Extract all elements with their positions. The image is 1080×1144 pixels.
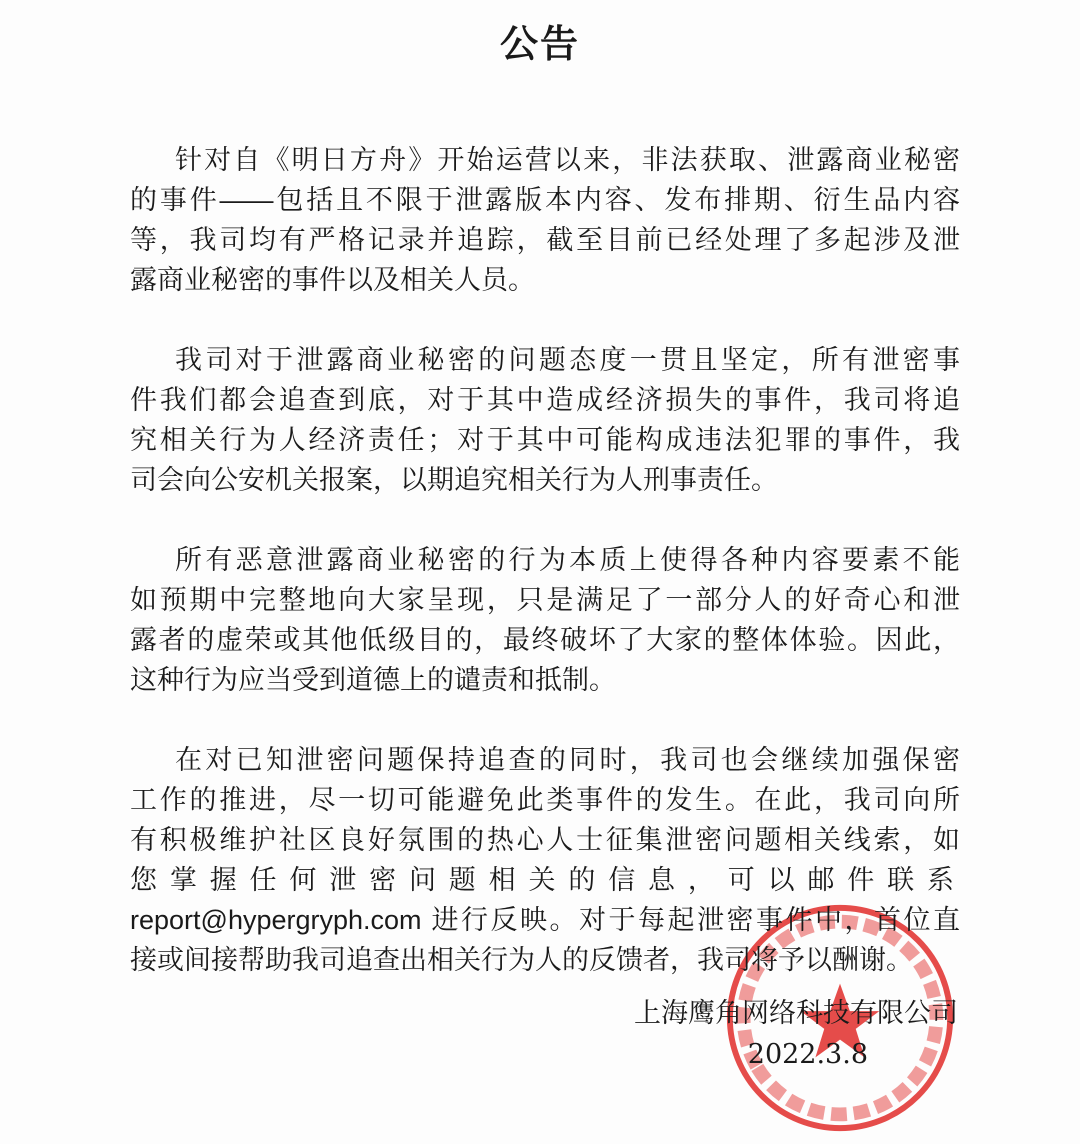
text-line: 究相关行为人经济责任；对于其中可能构成违法犯罪的事件，我 [130, 425, 960, 455]
paragraph-3 [130, 540, 960, 700]
text-line: 我司对于泄露商业秘密的问题态度一贯且坚定，所有泄密事 [175, 345, 960, 375]
text-line: 司会向公安机关报案，以期追究相关行为人刑事责任。 [130, 465, 778, 495]
text-line: 针对自《明日方舟》开始运营以来，非法获取、泄露商业秘密 [175, 145, 960, 175]
text-line: 件我们都会追查到底，对于其中造成经济损失的事件，我司将追 [130, 385, 960, 415]
text-line: 这种行为应当受到道德上的谴责和抵制。 [130, 665, 616, 695]
paragraph-2 [130, 340, 960, 500]
text-line: 您掌握任何泄密问题相关的信息，可以邮件联系 [130, 865, 960, 895]
text-line: 如预期中完整地向大家呈现，只是满足了一部分人的好奇心和泄 [130, 585, 960, 615]
text-line: 等，我司均有严格记录并追踪，截至目前已经处理了多起涉及泄 [130, 225, 960, 255]
text-line: 在对已知泄密问题保持追查的同时，我司也会继续加强保密 [175, 745, 960, 775]
page-title: 公告 [499, 24, 580, 66]
paragraph-1 [130, 140, 960, 300]
date: 2022.3.8 [747, 1039, 868, 1070]
company-name: 上海鹰角网络科技有限公司 [634, 998, 958, 1028]
text-line: 有积极维护社区良好氛围的热心人士征集泄密问题相关线索，如 [130, 825, 960, 855]
signature-block [634, 992, 958, 1076]
text-line: report@hypergryph.com 进行反映。对于每起泄密事件中，首位直 [130, 905, 960, 935]
text-line: 的事件——包括且不限于泄露版本内容、发布排期、衍生品内容 [130, 185, 960, 215]
text-line: 工作的推进，尽一切可能避免此类事件的发生。在此，我司向所 [130, 785, 960, 815]
text-line: 接或间接帮助我司追查出相关行为人的反馈者，我司将予以酬谢。 [130, 945, 913, 975]
text-line: 露商业秘密的事件以及相关人员。 [130, 265, 535, 295]
paragraph-4 [130, 740, 960, 980]
text-line: 露者的虚荣或其他低级目的，最终破坏了大家的整体体验。因此， [130, 625, 960, 655]
text-line: 所有恶意泄露商业秘密的行为本质上使得各种内容要素不能 [175, 545, 960, 575]
announcement-body [130, 140, 960, 980]
